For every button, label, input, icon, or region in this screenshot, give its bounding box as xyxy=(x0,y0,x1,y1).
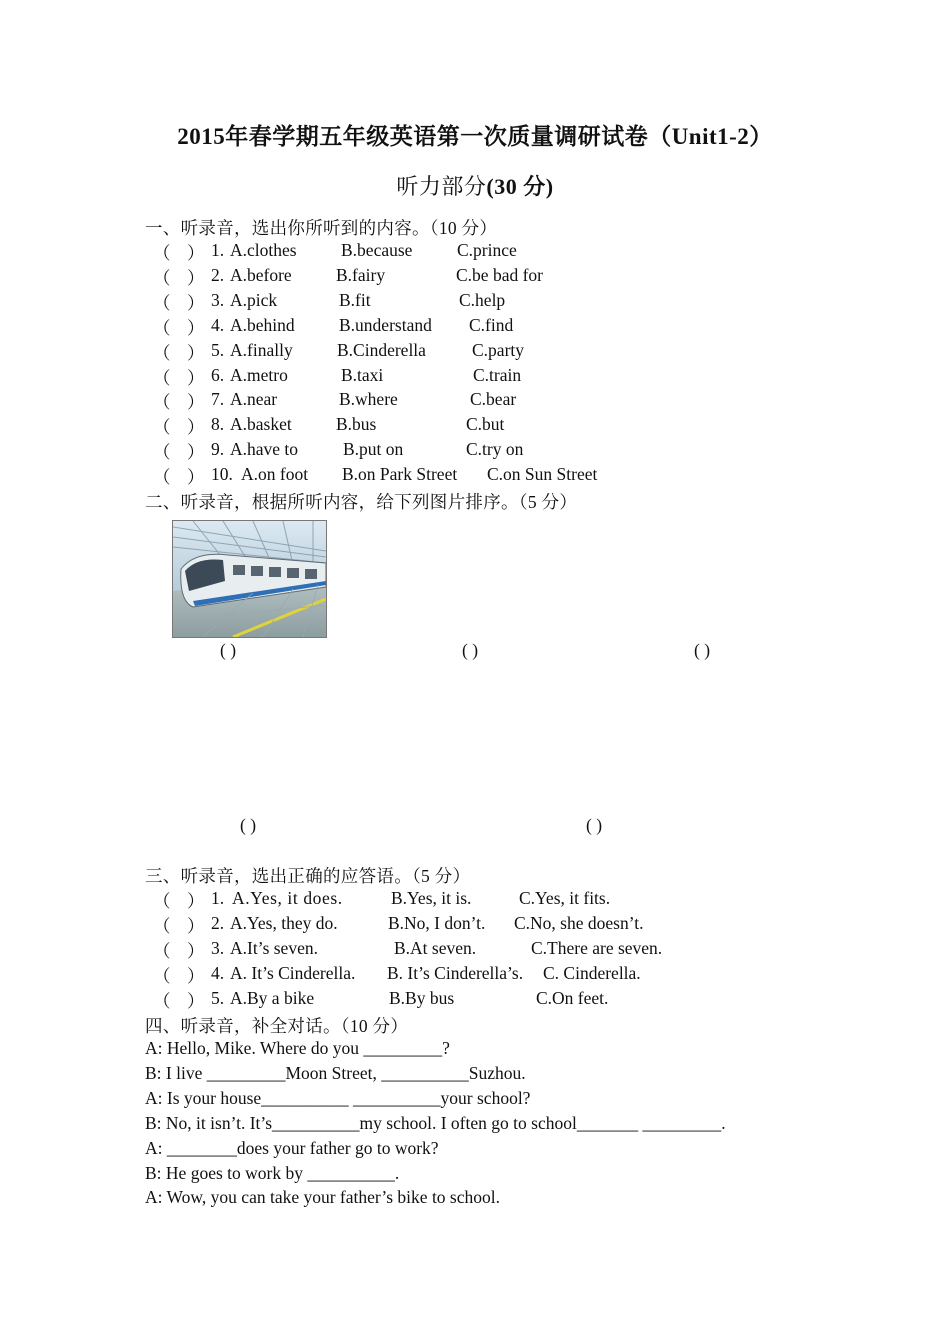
metro-train-photo xyxy=(172,520,327,638)
option-c[interactable]: C.find xyxy=(469,314,514,335)
exam-title: 2015年春学期五年级英语第一次质量调研试卷（Unit1-2） xyxy=(177,124,773,149)
answer-paren-close: ） xyxy=(187,367,205,388)
option-a[interactable]: A.pick xyxy=(230,289,278,310)
answer-paren-open: （ xyxy=(153,915,171,936)
option-a[interactable]: A.basket xyxy=(230,414,292,435)
option-c[interactable]: C.be bad for xyxy=(456,264,543,285)
dialogue-line: B: No, it isn’t. It’s__________my school. I often go to school_______ _________. xyxy=(145,1112,726,1133)
answer-paren-close: ） xyxy=(187,990,205,1011)
option-c[interactable]: C.but xyxy=(466,414,505,435)
question-number: 4. xyxy=(211,314,225,335)
dialogue-line: A: Is your house__________ __________your school? xyxy=(145,1087,531,1108)
answer-paren-open: （ xyxy=(153,243,171,263)
option-b[interactable]: B.fit xyxy=(339,289,371,310)
answer-paren-open: （ xyxy=(153,342,171,363)
dialogue-line: B: I live _________Moon Street, __________Suzhou. xyxy=(145,1062,526,1083)
option-c[interactable]: C.On feet. xyxy=(536,987,609,1008)
answer-paren-close: ） xyxy=(187,417,205,438)
answer-paren-close: ） xyxy=(187,342,205,363)
option-a[interactable]: A.finally xyxy=(230,339,293,360)
answer-paren-close: ） xyxy=(187,965,205,986)
option-a[interactable]: A.near xyxy=(230,389,278,410)
option-a[interactable]: A.metro xyxy=(230,364,288,385)
answer-paren-close: ） xyxy=(187,292,205,313)
answer-paren-open: （ xyxy=(153,965,171,986)
section1-heading: 一、听录音，选出你所听到的内容。（10 分） xyxy=(145,218,498,238)
option-c[interactable]: C.on Sun Street xyxy=(487,464,598,485)
answer-paren-close: ） xyxy=(187,891,205,911)
option-b[interactable]: B.At seven. xyxy=(394,937,477,958)
question-number: 3. xyxy=(211,289,225,310)
answer-paren-close: ） xyxy=(187,467,205,488)
option-c[interactable]: C.No, she doesn’t. xyxy=(514,912,644,933)
dialogue-line: A: ________does your father go to work? xyxy=(145,1137,439,1158)
option-c[interactable]: C.try on xyxy=(466,439,524,460)
option-a[interactable]: A.have to xyxy=(230,439,299,460)
picture-order-slot-1[interactable]: ( ) xyxy=(220,640,237,660)
option-c[interactable]: C.help xyxy=(459,289,506,310)
section3-heading: 三、听录音，选出正确的应答语。（5 分） xyxy=(145,866,471,886)
answer-paren-open: （ xyxy=(153,317,171,338)
option-a[interactable]: A.Yes, they do. xyxy=(230,912,338,933)
question-number: 4. xyxy=(211,962,225,983)
option-c[interactable]: C.There are seven. xyxy=(531,937,663,958)
picture-order-slot-2[interactable]: ( ) xyxy=(462,640,479,660)
picture-order-slot-4[interactable]: ( ) xyxy=(240,815,257,835)
option-b[interactable]: B.bus xyxy=(336,414,377,435)
answer-paren-open: （ xyxy=(153,442,171,463)
question-number: 1. xyxy=(211,888,225,908)
option-c[interactable]: C.train xyxy=(473,364,522,385)
option-b[interactable]: B.understand xyxy=(339,314,432,335)
section4-heading: 四、听录音，补全对话。（10 分） xyxy=(145,1016,409,1036)
dialogue-line: A: Wow, you can take your father’s bike to school. xyxy=(145,1187,500,1208)
option-a[interactable]: A.Yes, it does. xyxy=(232,888,343,908)
option-b[interactable]: B.Cinderella xyxy=(337,339,426,360)
option-a[interactable]: A.It’s seven. xyxy=(230,937,318,958)
answer-paren-open: （ xyxy=(153,417,171,438)
question-number: 5. xyxy=(211,339,225,360)
question-number: 7. xyxy=(211,389,225,410)
option-c[interactable]: C.party xyxy=(472,339,525,360)
question-number: 3. xyxy=(211,937,225,958)
question-number: 8. xyxy=(211,414,225,435)
option-b[interactable]: B.on Park Street xyxy=(342,464,458,485)
option-b[interactable]: B.taxi xyxy=(341,364,384,385)
subtitle-score: (30 分) xyxy=(486,174,554,199)
question-number: 2. xyxy=(211,264,225,285)
answer-paren-close: ） xyxy=(187,392,205,413)
option-b[interactable]: B.because xyxy=(341,240,413,260)
dialogue-line: A: Hello, Mike. Where do you _________? xyxy=(145,1038,450,1058)
option-c[interactable]: C.bear xyxy=(470,389,517,410)
answer-paren-open: （ xyxy=(153,392,171,413)
answer-paren-open: （ xyxy=(153,292,171,313)
answer-paren-close: ） xyxy=(187,243,205,263)
question-number: 6. xyxy=(211,364,225,385)
option-b[interactable]: B.put on xyxy=(343,439,404,460)
option-b[interactable]: B.No, I don’t. xyxy=(388,912,486,933)
answer-paren-open: （ xyxy=(153,367,171,388)
option-a[interactable]: A. It’s Cinderella. xyxy=(230,962,356,983)
question-number: 9. xyxy=(211,439,225,460)
answer-paren-open: （ xyxy=(153,267,171,288)
question-number: 2. xyxy=(211,912,225,933)
question-number: 1. xyxy=(211,240,225,260)
option-a[interactable]: A.By a bike xyxy=(230,987,315,1008)
answer-paren-open: （ xyxy=(153,467,171,488)
answer-paren-close: ） xyxy=(187,915,205,936)
metro-train-image xyxy=(173,521,326,637)
option-a[interactable]: A.before xyxy=(230,264,292,285)
option-a[interactable]: A.behind xyxy=(230,314,295,335)
option-b[interactable]: B.Yes, it is. xyxy=(391,888,472,908)
subtitle-label: 听力部分 xyxy=(396,174,487,199)
answer-paren-close: ） xyxy=(187,317,205,338)
answer-paren-close: ） xyxy=(187,940,205,961)
option-a[interactable]: A.clothes xyxy=(230,240,297,260)
picture-order-slot-5[interactable]: ( ) xyxy=(586,815,603,835)
section2-heading: 二、听录音，根据所听内容，给下列图片排序。（5 分） xyxy=(145,492,578,512)
question-number: 10. xyxy=(211,464,233,485)
answer-paren-open: （ xyxy=(153,990,171,1011)
picture-order-slot-3[interactable]: ( ) xyxy=(694,640,711,660)
answer-paren-close: ） xyxy=(187,267,205,288)
answer-paren-open: （ xyxy=(153,940,171,961)
answer-paren-close: ） xyxy=(187,442,205,463)
option-b[interactable]: B. It’s Cinderella’s. xyxy=(387,962,524,983)
answer-paren-open: （ xyxy=(153,891,171,911)
option-c[interactable]: C.prince xyxy=(457,240,517,260)
option-a[interactable]: A.on foot xyxy=(241,464,309,485)
option-c[interactable]: C. Cinderella. xyxy=(543,962,641,983)
option-b[interactable]: B.where xyxy=(339,389,398,410)
question-number: 5. xyxy=(211,987,225,1008)
option-b[interactable]: B.By bus xyxy=(389,987,455,1008)
option-b[interactable]: B.fairy xyxy=(336,264,386,285)
exam-subtitle xyxy=(0,170,950,201)
dialogue-line: B: He goes to work by __________. xyxy=(145,1162,400,1183)
option-c[interactable]: C.Yes, it fits. xyxy=(519,888,611,908)
